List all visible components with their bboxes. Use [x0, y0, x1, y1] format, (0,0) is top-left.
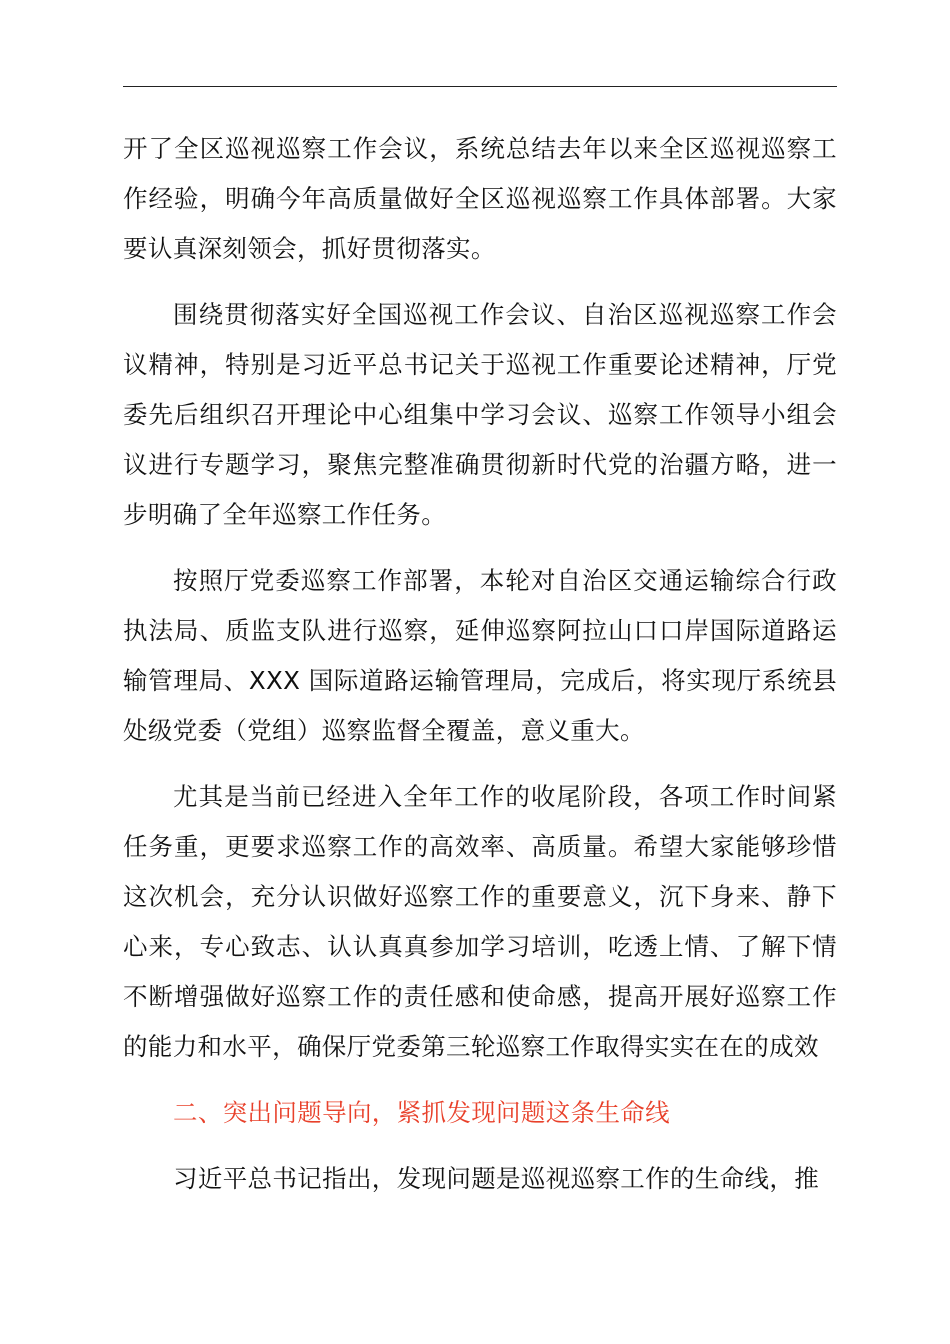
paragraph-1: 开了全区巡视巡察工作会议，系统总结去年以来全区巡视巡察工作经验，明确今年高质量做好全区巡视巡察工作具体部署。大家要认真深刻领会，抓好贯彻落实。	[123, 134, 837, 263]
header-rule	[123, 86, 837, 87]
paragraph-5: 习近平总书记指出，发现问题是巡视巡察工作的生命线，推	[173, 1164, 820, 1193]
section-heading: 二、突出问题导向，紧抓发现问题这条生命线	[173, 1098, 670, 1127]
document-body	[123, 124, 837, 1204]
paragraph-4: 尤其是当前已经进入全年工作的收尾阶段，各项工作时间紧任务重，更要求巡察工作的高效率、高质量。希望大家能够珍惜这次机会，充分认识做好巡察工作的重要意义，沉下身来、静下心来，专心致志、认认真真参加学习培训，吃透上情、了解下情不断增强做好巡察工作的责任感和使命感，提高开展好巡察工作的能力和水平，确保厅党委第三轮巡察工作取得实实在在的成效	[123, 782, 837, 1061]
paragraph-2: 围绕贯彻落实好全国巡视工作会议、自治区巡视巡察工作会议精神，特别是习近平总书记关于巡视工作重要论述精神，厅党委先后组织召开理论中心组集中学习会议、巡察工作领导小组会议进行专题学习，聚焦完整准确贯彻新时代党的治疆方略，进一步明确了全年巡察工作任务。	[123, 300, 837, 529]
paragraph-3: 按照厅党委巡察工作部署，本轮对自治区交通运输综合行政执法局、质监支队进行巡察，延伸巡察阿拉山口口岸国际道路运输管理局、XXX 国际道路运输管理局，完成后，将实现厅系统县处级党委（党组）巡察监督全覆盖，意义重大。	[123, 566, 837, 745]
